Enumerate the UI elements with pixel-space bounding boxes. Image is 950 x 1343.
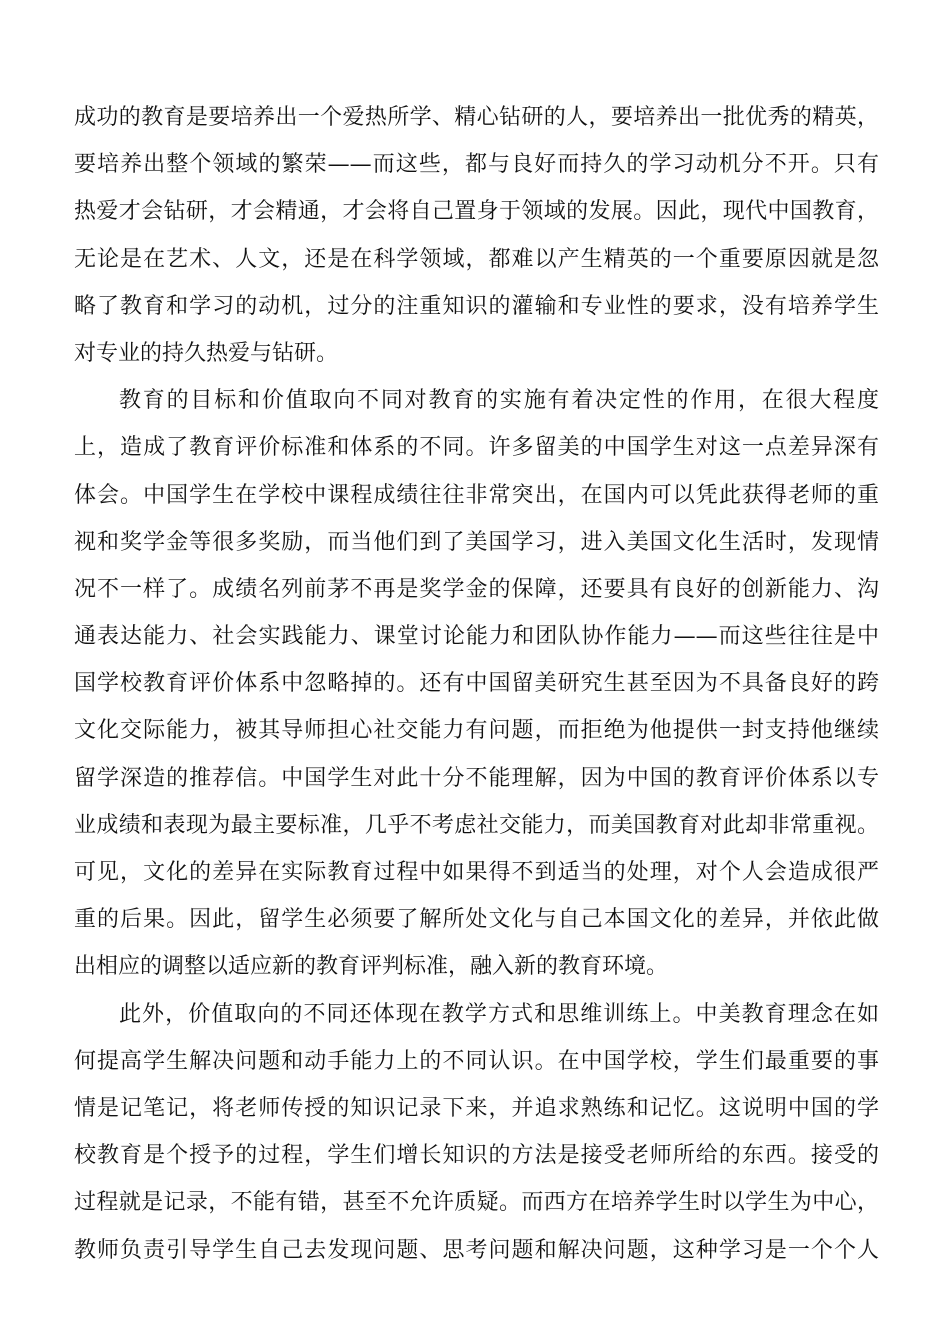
text-line: 文化交际能力，被其导师担心社交能力有问题，而拒绝为他提供一封支持他继续 (74, 718, 879, 744)
text-line: 要培养出整个领域的繁荣——而这些，都与良好而持久的学习动机分不开。只有 (74, 152, 879, 178)
text-line: 通表达能力、社会实践能力、课堂讨论能力和团队协作能力——而这些往往是中 (74, 624, 879, 650)
text-line: 况不一样了。成绩名列前茅不再是奖学金的保障，还要具有良好的创新能力、沟 (74, 576, 879, 602)
document-page (74, 94, 879, 1274)
text-line: 热爱才会钻研，才会精通，才会将自己置身于领域的发展。因此，现代中国教育， (74, 199, 879, 225)
text-line: 可见，文化的差异在实际教育过程中如果得不到适当的处理，对个人会造成很严 (74, 860, 879, 885)
text-line: 重的后果。因此，留学生必须要了解所处文化与自己本国文化的差异，并依此做 (74, 907, 879, 933)
text-line: 成功的教育是要培养出一个爱热所学、精心钻研的人，要培养出一批优秀的精英， (74, 105, 879, 130)
text-line: 何提高学生解决问题和动手能力上的不同认识。在中国学校，学生们最重要的事 (74, 1048, 879, 1074)
text-line: 校教育是个授予的过程，学生们增长知识的方法是接受老师所给的东西。接受的 (74, 1143, 879, 1169)
text-line: 业成绩和表现为最主要标准，几乎不考虑社交能力，而美国教育对此却非常重视。 (74, 812, 879, 838)
text-line: 视和奖学金等很多奖励，而当他们到了美国学习，进入美国文化生活时，发现情 (74, 529, 879, 555)
text-line: 无论是在艺术、人文，还是在科学领域，都难以产生精英的一个重要原因就是忽 (74, 246, 879, 272)
text-line: 对专业的持久热爱与钻研。 (74, 340, 339, 366)
text-line: 上，造成了教育评价标准和体系的不同。许多留美的中国学生对这一点差异深有 (74, 435, 879, 461)
paragraph-3 (74, 991, 879, 1274)
text-line: 情是记笔记，将老师传授的知识记录下来，并追求熟练和记忆。这说明中国的学 (74, 1095, 879, 1121)
text-line: 略了教育和学习的动机，过分的注重知识的灌输和专业性的要求，没有培养学生 (74, 293, 879, 319)
text-line: 出相应的调整以适应新的教育评判标准，融入新的教育环境。 (74, 954, 669, 980)
text-line: 过程就是记录，不能有错，甚至不允许质疑。而西方在培养学生时以学生为中心， (74, 1190, 879, 1216)
text-line: 此外，价值取向的不同还体现在教学方式和思维训练上。中美教育理念在如 (119, 1001, 879, 1027)
text-line: 体会。中国学生在学校中课程成绩往往非常突出，在国内可以凭此获得老师的重 (74, 482, 879, 508)
text-line: 留学深造的推荐信。中国学生对此十分不能理解，因为中国的教育评价体系以专 (74, 765, 879, 791)
text-line: 教育的目标和价值取向不同对教育的实施有着决定性的作用，在很大程度 (119, 388, 879, 414)
text-line: 教师负责引导学生自己去发现问题、思考问题和解决问题，这种学习是一个个人 (74, 1237, 879, 1263)
text-line: 国学校教育评价体系中忽略掉的。还有中国留美研究生甚至因为不具备良好的跨 (74, 671, 879, 697)
paragraph-1 (74, 94, 879, 377)
paragraph-2 (74, 377, 879, 990)
